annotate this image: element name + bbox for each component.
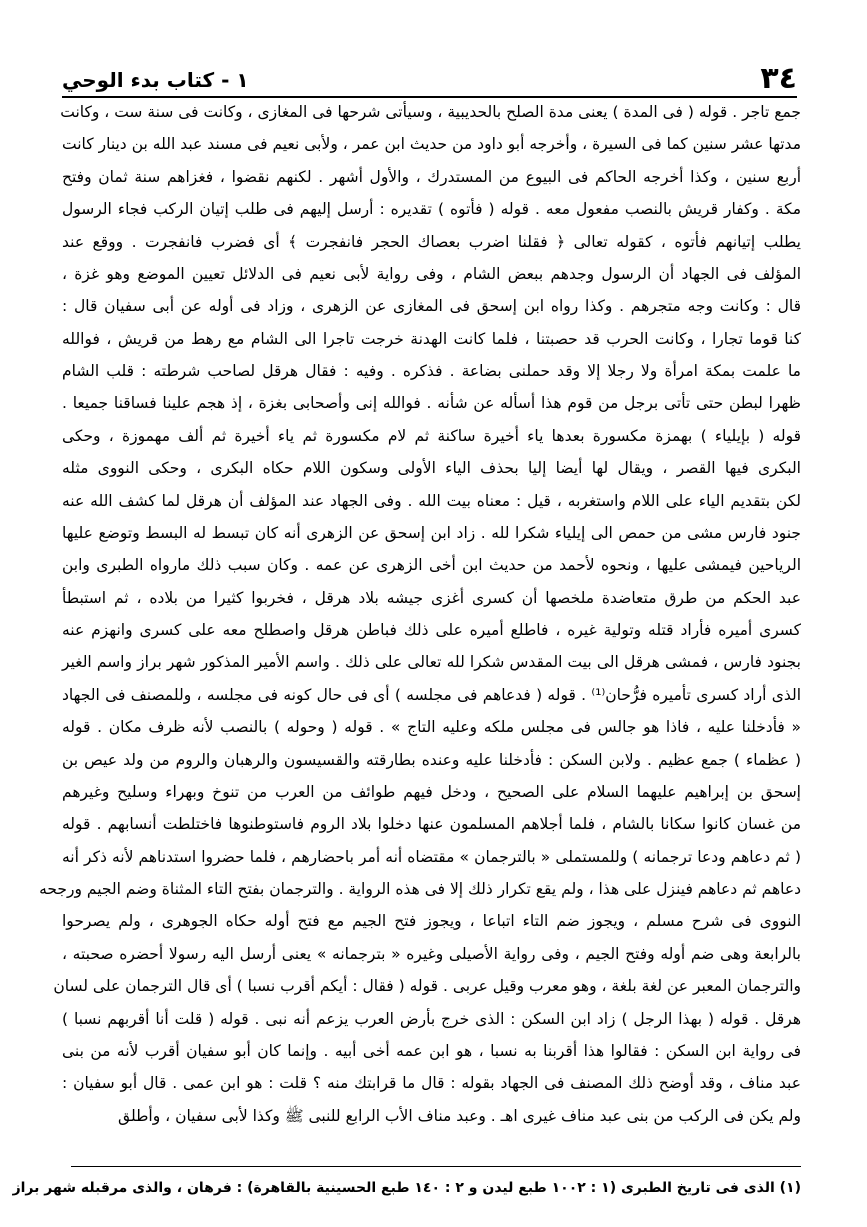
text-line: ( ثم دعاهم ودعا ترجمانه ) وللمستملى « بالترجمان » مقتضاه أنه أمر باحضارهم ، فلما حضروا استدناهم لأنه ذكر أنه (62, 847, 801, 866)
text-line: جنود فارس مشى من حمص الى إيلياء شكرا لله . زاد ابن إسحق عن الزهرى أنه كان تبسط له البسط وتوضع عليها (62, 523, 801, 542)
text-line: بجنود فارس ، فمشى هرقل الى بيت المقدس شكرا لله تعالى على ذلك . واسم الأمير المذكور شهر براز واسم الغير (62, 653, 801, 672)
text-line: مدتها عشر سنين كما فى السيرة ، وأخرجه أبو داود من حديث ابن عمر ، ولأبى نعيم فى مسند عبد الله بن دينار كانت (62, 135, 801, 154)
text-line: قال : وكانت وجه متجرهم . وكذا رواه ابن إسحق فى المغازى عن الزهرى ، وزاد فى أوله عن أبى سفيان قال : (62, 297, 801, 316)
text-line: النووى فى شرح مسلم ، ويجوز ضم التاء اتباعا ، ويجوز فتح الجيم مع فتح أوله حكاه الجوهرى ، ولم يصرحوا (62, 912, 801, 931)
text-line: هرقل . قوله ( بهذا الرجل ) زاد ابن السكن : الذى خرج بأرض العرب يزعم أنه نبى . قوله ( قلت أنا أقربهم نسبا ) (62, 1009, 801, 1028)
text-line: أربع سنين ، وكذا أخرجه الحاكم فى البيوع من المستدرك ، والأول أشهر . لكنهم نقضوا ، فغزاهم سنة ثمان وفتح (62, 167, 801, 186)
page-header (62, 52, 797, 98)
text-line: لكن بتقديم الياء على اللام واستغربه ، قيل : معناه بيت الله . وفى الجهاد عند المؤلف أن هرقل لما كشف الله عنه (62, 491, 801, 510)
running-title: ١ - كتاب بدء الوحي (62, 68, 249, 92)
text-line: بالرابعة وهى ضم أوله وفتح الجيم ، وفى رواية الأصيلى وغيره « بترجمانه » يعنى أرسل اليه رسولا أحضره صحبته ، (62, 944, 801, 963)
text-line: قوله ( بإيلياء ) بهمزة مكسورة بعدها ياء أخيرة ساكنة ثم لام مكسورة ثم ياء أخيرة ثم ألف مهموزة ، وحكى (62, 426, 801, 445)
body-text (39, 100, 802, 1128)
footnote: (١) الذى فى تاريخ الطبرى (١ : ١٠٠٢ طبع ليدن و ٢ : ١٤٠ طبع الحسينية بالقاهرة) : فرهان ، والذى مرقبله شهر براز (12, 1180, 801, 1196)
text-line: ( عظماء ) جمع عظيم . ولابن السكن : فأدخلنا عليه وعنده بطارقته والقسيسون والرهبان والروم من ولد عيص بن (62, 750, 801, 769)
text-line: عبد الحكم من طرق متعاضدة ملخصها أن كسرى أغزى جيشه بلاد هرقل ، فخربوا كثيرا من بلاده ، ثم استبطأ (62, 588, 801, 607)
page-number: ٣٤ (760, 61, 797, 96)
text-line: ظهرا لبطن حتى تأتى برجل من قوم هذا أسأله عن شأنه . فوالله إنى وأصحابى بغزة ، إذ هجم علينا فساقنا جميعا . (62, 394, 801, 413)
text-line: يطلب إتيانهم فأتوه ، كقوله تعالى ﴿ فقلنا اضرب بعصاك الحجر فانفجرت ﴾ أى فضرب فانفجرت . ووقع عند (62, 232, 801, 251)
text-line: ولم يكن فى الركب من بنى عبد مناف غيرى اهـ . وعبد مناف الأب الرابع للنبى ﷺ وكذا لأبى سفيان ، وأطلق (118, 1106, 801, 1125)
text-line: كسرى أميره فأراد قتله وتولية غيره ، فاطلع أميره على ذلك فباطن هرقل واصطلح معه على كسرى وانهزم عنه (62, 621, 801, 639)
text-line: الذى أراد كسرى تأميره فرُّحان⁽¹⁾ . قوله ( فدعاهم فى مجلسه ) أى فى حال كونه فى مجلسه ، وللمصنف فى الجهاد (62, 685, 802, 704)
text-line: المؤلف فى الجهاد أن الرسول وجدهم ببعض الشام ، وفى رواية لأبى نعيم فى الدلائل تعيين الموضع وهو غزة ، (62, 264, 801, 283)
text-line: البكرى فيها القصر ، ويقال لها أيضا إليا بحذف الياء الأولى وسكون اللام حكاه البكرى ، وحكى النووى مثله (62, 459, 801, 478)
text-line: جمع تاجر . قوله ( فى المدة ) يعنى مدة الصلح بالحديبية ، وسيأتى شرحها فى المغازى ، وكانت فى سنة ست ، وكانت (60, 103, 801, 121)
text-line: مكة . وكفار قريش بالنصب مفعول معه . قوله ( فأتوه ) تقديره : أرسل إليهم فى طلب إتيان الركب فجاء الرسول (62, 200, 801, 219)
text-line: دعاهم ثم دعاهم فينزل على هذا ، ولم يقع تكرار ذلك إلا فى هذه الرواية . والترجمان بفتح التاء المثناة وضم الجيم ورجحه (39, 880, 801, 898)
text-line: عبد مناف ، وقد أوضح ذلك المصنف فى الجهاد بقوله : قال ما قرابتك منه ؟ قلت : هو ابن عمى . قال أبو سفيان : (62, 1074, 801, 1093)
footnote-divider (71, 1166, 801, 1167)
text-line: من غسان كانوا سكانا بالشام ، فلما أجلاهم المسلمون عنها دخلوا بلاد الروم فاستوطنوها فاختلطت أنسابهم . قوله (62, 815, 801, 834)
text-line: فى رواية ابن السكن : فقالوا هذا أقربنا به نسبا ، هو ابن عمه أخى أبيه . وإنما كان أبو سفيان أقرب لأنه من بنى (62, 1041, 801, 1060)
text-line: كنا قوما تجارا ، وكانت الحرب قد حصبتنا ، فلما كانت الهدنة خرجت تاجرا الى الشام مع رهط من قريش ، فوالله (62, 329, 801, 348)
text-line: « فأدخلنا عليه ، فاذا هو جالس فى مجلس ملكه وعليه التاج » . قوله ( وحوله ) بالنصب لأنه ظرف مكان . قوله (62, 718, 801, 737)
text-line: الرياحين فيمشى عليها ، ونحوه لأحمد من حديث ابن أخى الزهرى عن عمه . وكان سبب ذلك مارواه الطبرى وابن (62, 556, 801, 575)
text-line: ما علمت بمكة امرأة ولا رجلا إلا وقد حملنى بضاعة . فذكره . وفيه : فقال هرقل لصاحب شرطته : قلب الشام (62, 362, 801, 380)
text-line: والترجمان المعبر عن لغة بلغة ، وهو معرب وقيل عربى . قوله ( فقال : أيكم أقرب نسبا ) أى قال الترجمان على لسان (53, 977, 801, 996)
text-line: إسحق بن إبراهيم عليهما السلام على الصحيح ، ودخل فيهم طوائف من العرب من تنوخ وبهراء وسليح وغيرهم (62, 782, 801, 801)
